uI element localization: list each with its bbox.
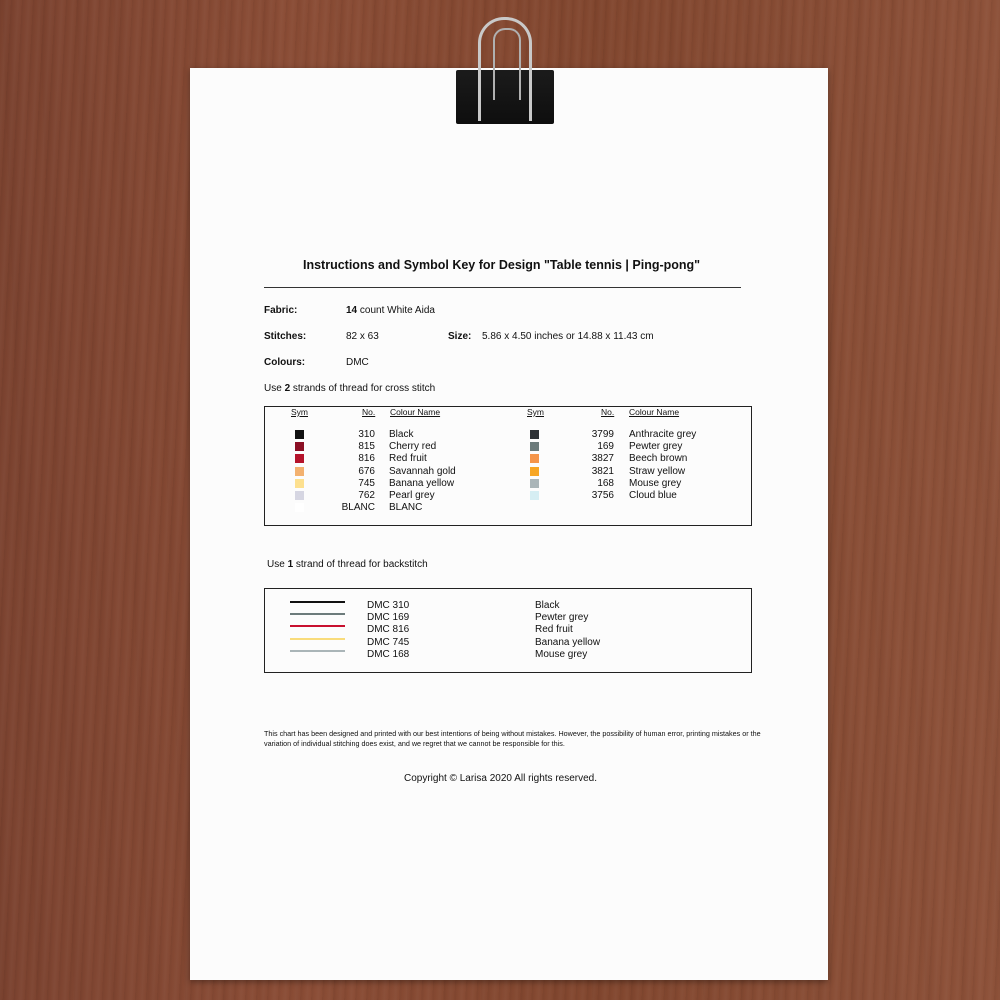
color-name: Banana yellow (389, 477, 455, 489)
back-note-post: strand of thread for backstitch (293, 559, 428, 570)
color-name: Pewter grey (629, 441, 683, 453)
stitches-value: 82 x 63 (346, 331, 379, 342)
cross-note-strands: 2 (284, 383, 291, 394)
color-number: 816 (358, 453, 375, 465)
header-sym-right: Sym (527, 407, 544, 417)
header-no-right: No. (601, 407, 615, 417)
color-number: 3799 (591, 429, 614, 440)
color-swatch (530, 430, 539, 439)
backstitch-line (290, 625, 345, 627)
backstitch-name: Pewter grey (535, 612, 589, 624)
fabric-rest: count White Aida (357, 305, 435, 316)
backstitch-line (290, 638, 345, 640)
backstitch-code: DMC 745 (367, 636, 410, 648)
color-number: 676 (358, 465, 375, 477)
color-swatch (295, 491, 304, 500)
backstitch-line (290, 601, 345, 603)
color-swatch (530, 467, 539, 476)
copyright: Copyright © Larisa 2020 All rights reserved. (404, 773, 598, 784)
fabric-value (346, 305, 435, 316)
backstitch-line (290, 613, 345, 615)
cross-note-post: strands of thread for cross stitch (290, 383, 436, 394)
backstitch-code: DMC 169 (367, 612, 410, 624)
color-name: Anthracite grey (629, 429, 697, 440)
color-number: 745 (358, 477, 375, 489)
fabric-count: 14 (346, 305, 358, 316)
binder-clip-handle (478, 17, 532, 121)
color-name: BLANC (389, 502, 423, 514)
page-title: Instructions and Symbol Key for Design "Table tennis | Ping-pong" (303, 258, 701, 272)
color-name: Straw yellow (629, 465, 686, 477)
backstitch-code: DMC 168 (367, 648, 410, 660)
backstitch-code: DMC 816 (367, 624, 410, 636)
backstitch-line (290, 650, 345, 652)
header-no-left: No. (362, 407, 376, 417)
color-swatch (530, 491, 539, 500)
color-swatch (295, 503, 304, 512)
color-swatch (530, 442, 539, 451)
color-name: Red fruit (389, 453, 427, 465)
color-swatch (295, 430, 304, 439)
size-value: 5.86 x 4.50 inches or 14.88 x 11.43 cm (482, 331, 654, 342)
header-name-left: Colour Name (390, 407, 441, 417)
back-note-strands: 1 (287, 559, 294, 570)
color-swatch (295, 479, 304, 488)
cross-note-pre: Use (264, 383, 285, 394)
backstitch-name: Mouse grey (535, 648, 588, 660)
color-number: 310 (358, 429, 375, 440)
disclaimer: This chart has been designed and printed with our best intentions of being without mistakes. However, the possibility of human error, printing mistakes or the variation of individual stitching does exist, and we regret that we cannot be responsible for this. (264, 729, 761, 748)
color-name: Cloud blue (629, 490, 677, 501)
color-number: 3756 (591, 490, 614, 501)
backstitch-note (267, 559, 428, 570)
back-note-pre: Use (267, 559, 288, 570)
colours-value: DMC (346, 357, 369, 368)
color-swatch (295, 442, 304, 451)
header-sym-left: Sym (291, 407, 308, 417)
title-divider (264, 287, 741, 288)
color-swatch (295, 454, 304, 463)
color-swatch (295, 467, 304, 476)
color-number: BLANC (341, 502, 375, 514)
cross-stitch-note (264, 383, 435, 394)
backstitch-name: Black (535, 600, 560, 611)
backstitch-code: DMC 310 (367, 600, 410, 611)
color-name: Cherry red (389, 441, 437, 453)
backstitch-name: Banana yellow (535, 636, 601, 648)
color-name: Beech brown (629, 453, 688, 465)
colours-label: Colours: (264, 357, 306, 368)
color-name: Pearl grey (389, 490, 435, 501)
color-number: 762 (358, 490, 375, 501)
color-name: Mouse grey (629, 477, 682, 489)
fabric-label: Fabric: (264, 305, 298, 316)
color-swatch (530, 479, 539, 488)
color-number: 3821 (591, 465, 614, 477)
color-number: 815 (358, 441, 375, 453)
color-name: Black (389, 429, 414, 440)
color-number: 168 (597, 477, 614, 489)
header-name-right: Colour Name (629, 407, 680, 417)
color-number: 169 (597, 441, 614, 453)
color-number: 3827 (591, 453, 614, 465)
size-label: Size: (448, 331, 472, 342)
stitches-label: Stitches: (264, 331, 307, 342)
color-name: Savannah gold (389, 465, 456, 477)
backstitch-name: Red fruit (535, 624, 573, 636)
color-swatch (530, 454, 539, 463)
